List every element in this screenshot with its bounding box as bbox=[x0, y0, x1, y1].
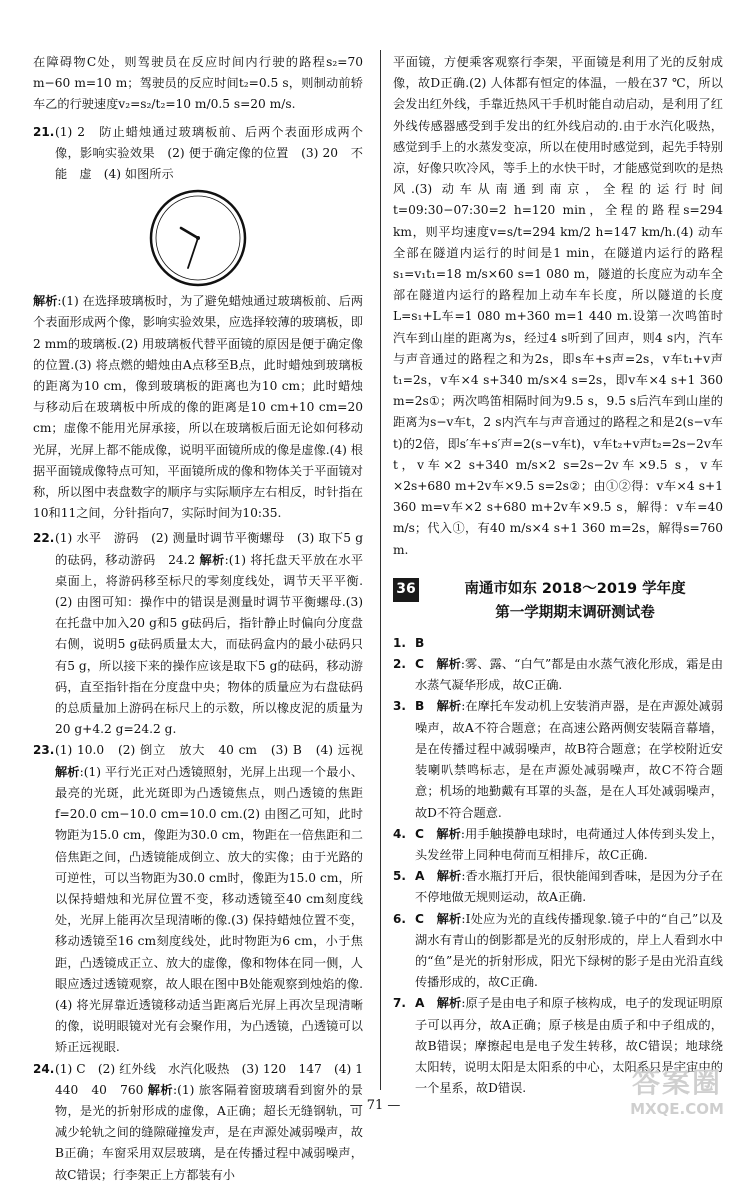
left-column bbox=[33, 52, 363, 1186]
section-title bbox=[427, 577, 723, 625]
section-number-badge: 36 bbox=[393, 578, 419, 602]
right-column bbox=[393, 52, 723, 1099]
section-title-line2: 第一学期期末调研测试卷 bbox=[495, 604, 655, 621]
answer-text: (1) 水平 游码 (2) 测量时调节平衡螺母 (3) 取下5 g的砝码，移动游码 24.2 bbox=[55, 531, 363, 567]
question-number: 23. bbox=[33, 743, 55, 758]
analysis-text: :(1) 将托盘天平放在水平桌面上，将游码移至标尺的零刻度线处，调节天平平衡.(2) 由图可知：操作中的错误是测量时调节平衡螺母.(3) 在托盘中加入20 g和5 g砝码后，指针静止时偏向分度盘右侧，说明5 g砝码质量太大，而砝码盒内的最小砝码只有5 g，所以接下来的操作应该是取下5 g的砝码，移动游码，直至指针指在分度盘中央；物体的质量应为右盘砝码的总质量加上游码在标尺上的示数，所以橡皮泥的质量为20 g+4.2 g=24.2 g. bbox=[55, 552, 364, 737]
question-22 bbox=[33, 528, 363, 740]
list-item: 5. A 解析:香水瓶打开后，很快能闻到香味，是因为分子在不停地做无规则运动，故A正确. bbox=[393, 869, 723, 905]
section-header bbox=[393, 577, 723, 625]
list-item: 3. B 解析:在摩托车发动机上安装消声器，是在声源处减弱噪声，故A不符合题意；在高速公路两侧安装隔音幕墙，是在传播过程中减弱噪声，故B符合题意；在学校附近安装喇叭禁鸣标志，是在声源处减弱噪声，故C不符合题意；机场的地勤戴有耳罩的头盔，是在人耳处减弱噪声，故D不符合题意. bbox=[393, 699, 724, 820]
answer-text: (1) C (2) 红外线 水汽化吸热 (3) 120 147 (4) 1 440 40 760 bbox=[55, 1061, 363, 1097]
clock-figure bbox=[33, 185, 363, 291]
analysis-text: :(1) 旅客隔着窗玻璃看到窗外的景物，是光的折射形成的虚像，A正确；超长无缝钢轨，可减少轮轨之间的缝隙碰撞发声，是在声源处减弱噪声，故B正确；车窗采用双层玻璃，是在传播过程中减弱噪声，故C错误；行李架正上方都装有小 bbox=[55, 1082, 363, 1182]
list-item: 7. A 解析:原子是由电子和原子核构成，电子的发现证明原子可以再分，故A正确；原子核是由质子和中子组成的，故B错误；摩擦起电是电子发生转移，故C错误；地球绕太阳转，说明太阳是太阳系的中心，太阳系只是宇宙中的一个星系，故D错误. bbox=[393, 996, 723, 1096]
question-number: 21. bbox=[33, 124, 55, 139]
answer-text: (1) 2 防止蜡烛通过玻璃板前、后两个表面形成两个像，影响实验效果 (2) 便于确定像的位置 (3) 20 不能 虚 (4) 如图所示 bbox=[55, 124, 363, 182]
watermark-logo: 答案圈 MXQE.COM bbox=[630, 1066, 724, 1118]
section-title-line1: 南通市如东 2018～2019 学年度 bbox=[464, 580, 686, 597]
analysis-21: 解析:(1) 在选择玻璃板时，为了避免蜡烛通过玻璃板前、后两个表面形成两个像，影响实验效果，应选择较薄的玻璃板，即2 mm的玻璃板.(2) 用玻璃板代替平面镜的原因是便于确定像的位置.(3) 将点燃的蜡烛由A点移至B点，此时蜡烛到玻璃板的距离为10 cm，像到玻璃板的距离也为10 cm；此时蜡烛与移动后在玻璃板中所成的像的距离是10 cm+10 cm=20 cm；虚像不能用光屏承接，所以在玻璃板后面无论如何移动光屏，光屏上都不能成像，说明平面镜所成的像是虚像.(4) 根据平面镜成像特点可知，平面镜所成的像和物体关于平面镜对称，所以图中表盘数字的顺序与实际顺序左右相反，时针指在10和11之间，分针指向7，实际时间为10:35. bbox=[33, 294, 364, 521]
continued-text: 在障碍物C处，则驾驶员在反应时间内行驶的路程s₂=70 m−60 m=10 m；驾驶员的反应时间t₂=0.5 s，则制动前轿车乙的行驶速度v₂=s₂/t₂=10 m/0.5 s=20 m/s. bbox=[33, 55, 363, 112]
list-item: 4. C 解析:用手触摸静电球时，电荷通过人体传到头发上，头发丝带上同种电荷而互相排斥，故C正确. bbox=[393, 826, 724, 862]
question-21 bbox=[33, 122, 363, 186]
clock-icon bbox=[148, 188, 248, 288]
question-23 bbox=[33, 740, 363, 1058]
analysis-label: 解析 bbox=[147, 1082, 174, 1097]
question-number: 22. bbox=[33, 531, 55, 546]
analysis-text: :(1) 平行光正对凸透镜照射，光屏上出现一个最小、最亮的光斑，此光斑即为凸透镜焦点，则凸透镜的焦距f=20.0 cm−10.0 cm=10.0 cm.(2) 由图乙可知，此时物距为15.0 cm，像距为30.0 cm，物距在一倍焦距和二倍焦距之间，凸透镜能成倒立、放大的实像；由于光路的可逆性，可以当物距为30.0 cm时，像距为15.0 cm，所以保持蜡烛和光屏位置不变，移动透镜至40 cm刻度线处，光屏上能再次呈现清晰的像.(3) 保持蜡烛位置不变，移动透镜至16 cm刻度线处，此时物距为6 cm，小于焦距，凸透镜成正立、放大的虚像，像和物体在同一侧，人眼应透过透镜观察，故人眼在图中B处能观察到烛焰的像.(4) 将光屏靠近透镜移动适当距离后光屏上再次呈现清晰的像，说明眼镜对光有会聚作用，为凸透镜，凸透镜可以矫正远视眼. bbox=[55, 764, 364, 1055]
question-24 bbox=[33, 1059, 363, 1186]
analysis-label: 解析 bbox=[33, 294, 58, 309]
question-number: 24. bbox=[33, 1061, 55, 1076]
analysis-label: 解析 bbox=[199, 552, 225, 567]
list-item: 6. C 解析:Ⅰ处应为光的直线传播现象.镜子中的“自己”以及湖水有青山的倒影都是光的反射形成的，岸上人看到水中的“鱼”是光的折射形成，阳光下绿树的影子是由光沿直线传播形成的，故C正确. bbox=[393, 911, 723, 990]
list-item: 2. C 解析:雾、露、“白气”都是由水蒸气液化形成，霜是由水蒸气凝华形成，故C正确. bbox=[393, 657, 724, 693]
continued-analysis-24: 平面镜，方便乘客观察行李架，平面镜是利用了光的反射成像，故D正确.(2) 人体都有恒定的体温，一般在37 ℃，所以会发出红外线，手靠近热风干手机时能自动启动，是利用了红外线传感器感受到手发出的红外线启动的.由于水汽化吸热，感觉到手上的水蒸发变凉，所以在使用时感觉到，起先手特别凉，好像只吹冷风，等手上的水快干时，才能感觉到吹的是热风.(3) 动车从南通到南京，全程的运行时间t=09:30−07:30=2 h=120 min，全程的路程s=294 km，则平均速度v=s/t=294 km/2 h=147 km/h.(4) 动车全部在隧道内运行的时间是1 min，在隧道内运行的路程s₁=v₁t₁=18 m/s×60 s=1 080 m，隧道的长度应为动车全部在隧道内运行的路程加上动车车长度，所以隧道的长度L=s₁+L车=1 080 m+360 m=1 440 m.设第一次鸣笛时汽车到山崖的距离为s，经过4 s听到了回声，则4 s内，汽车与声音通过的路程之和为2s，即s车+s声=2s，v车t₁+v声t₁=2s，v车×4 s+340 m/s×4 s=2s，即v车×4 s+1 360 m=2s①；两次鸣笛相隔时间为9.5 s，9.5 s后汽车到山崖的距离为s−v车t，2 s内汽车与声音通过的路程之和是2(s−v车t)的2倍，即s′车+s′声=2(s−v车t)，v车t₂+v声t₂=2s−2v车t，v车×2 s+340 m/s×2 s=2s−2v车×9.5 s，v车×2s+680 m+2v车×9.5 s=2s②；由①②得：v车×4 s+1 360 m=v车×2 s+680 m+2v车×9.5 s，解得：v车=40 m/s；代入①，有40 m/s×4 s+1 360 m=2s，解得s=760 m. bbox=[393, 55, 723, 557]
column-divider bbox=[380, 50, 381, 1090]
analysis-label: 解析 bbox=[55, 764, 80, 779]
answer-text: (1) 10.0 (2) 倒立 放大 40 cm (3) B (4) 远视 bbox=[55, 743, 363, 758]
list-item: 1. B bbox=[393, 635, 425, 650]
page-number: — 71 — bbox=[349, 1098, 401, 1113]
answer-list bbox=[393, 633, 723, 1099]
